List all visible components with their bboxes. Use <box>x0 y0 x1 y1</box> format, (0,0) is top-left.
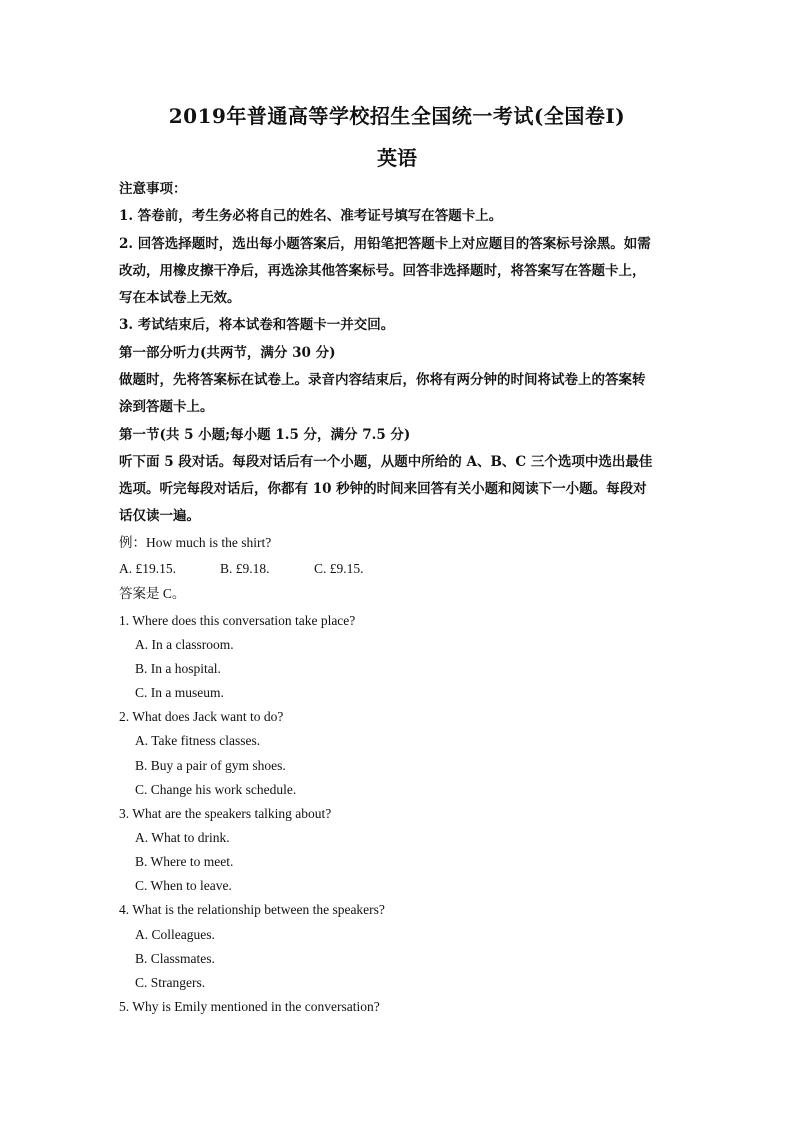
example-option-c: C. £9.15. <box>314 561 364 576</box>
question-option: A. In a classroom. <box>135 637 234 652</box>
question-option: C. Strangers. <box>135 975 206 990</box>
section1-instruction-line-3: 话仅读一遍。 <box>119 508 200 524</box>
subject-title: 英语 <box>377 146 417 170</box>
notes-item-1: 1. 答卷前，考生务必将自己的姓名、准考证号填写在答题卡上。 <box>119 208 503 224</box>
notes-item-2-line-1: 2. 回答选择题时，选出每小题答案后，用铅笔把答题卡上对应题目的答案标号涂黑。如需 <box>119 236 651 252</box>
question-option: C. Change his work schedule. <box>135 782 297 797</box>
notes-item-3: 3. 考试结束后，将本试卷和答题卡一并交回。 <box>119 317 395 333</box>
question-option: B. In a hospital. <box>135 661 221 676</box>
question-option: B. Buy a pair of gym shoes. <box>135 758 286 773</box>
example-prompt: 例：How much is the shirt? <box>119 535 272 550</box>
part1-heading: 第一部分听力(共两节，满分 30 分) <box>119 345 336 361</box>
question-option: B. Classmates. <box>135 951 215 966</box>
part1-instruction-line-2: 涂到答题卡上。 <box>119 399 214 415</box>
question-stem: 4. What is the relationship between the speakers? <box>119 902 385 917</box>
notes-item-2-line-3: 写在本试卷上无效。 <box>119 290 241 306</box>
exam-title: 2019年普通高等学校招生全国统一考试(全国卷Ⅰ) <box>168 104 626 128</box>
part1-instruction-line-1: 做题时，先将答案标在试卷上。录音内容结束后，你将有两分钟的时间将试卷上的答案转 <box>119 372 646 388</box>
question-stem: 2. What does Jack want to do? <box>119 709 284 724</box>
example-option-a: A. £19.15. <box>119 561 176 576</box>
section1-instruction-line-1: 听下面 5 段对话。每段对话后有一个小题，从题中所给的 A、B、C 三个选项中选出最佳 <box>119 454 653 470</box>
notes-heading: 注意事项： <box>119 181 187 197</box>
example-options <box>119 560 419 578</box>
question-option: B. Where to meet. <box>135 854 234 869</box>
question-option: A. Colleagues. <box>135 927 215 942</box>
section1-heading: 第一节(共 5 小题;每小题 1.5 分，满分 7.5 分) <box>119 427 411 443</box>
section1-instruction-line-2: 选项。听完每段对话后，你都有 10 秒钟的时间来回答有关小题和阅读下一小题。每段对 <box>119 481 647 497</box>
question-stem: 3. What are the speakers talking about? <box>119 806 332 821</box>
question-option: C. When to leave. <box>135 878 232 893</box>
question-stem: 1. Where does this conversation take place? <box>119 613 356 628</box>
question-option: A. Take fitness classes. <box>135 733 261 748</box>
question-stem: 5. Why is Emily mentioned in the conversation? <box>119 999 380 1014</box>
question-option: C. In a museum. <box>135 685 224 700</box>
example-answer: 答案是 C。 <box>119 586 186 601</box>
question-option: A. What to drink. <box>135 830 230 845</box>
notes-item-2-line-2: 改动，用橡皮擦干净后，再选涂其他答案标号。回答非选择题时，将答案写在答题卡上， <box>119 263 646 279</box>
example-option-b: B. £9.18. <box>220 561 270 576</box>
